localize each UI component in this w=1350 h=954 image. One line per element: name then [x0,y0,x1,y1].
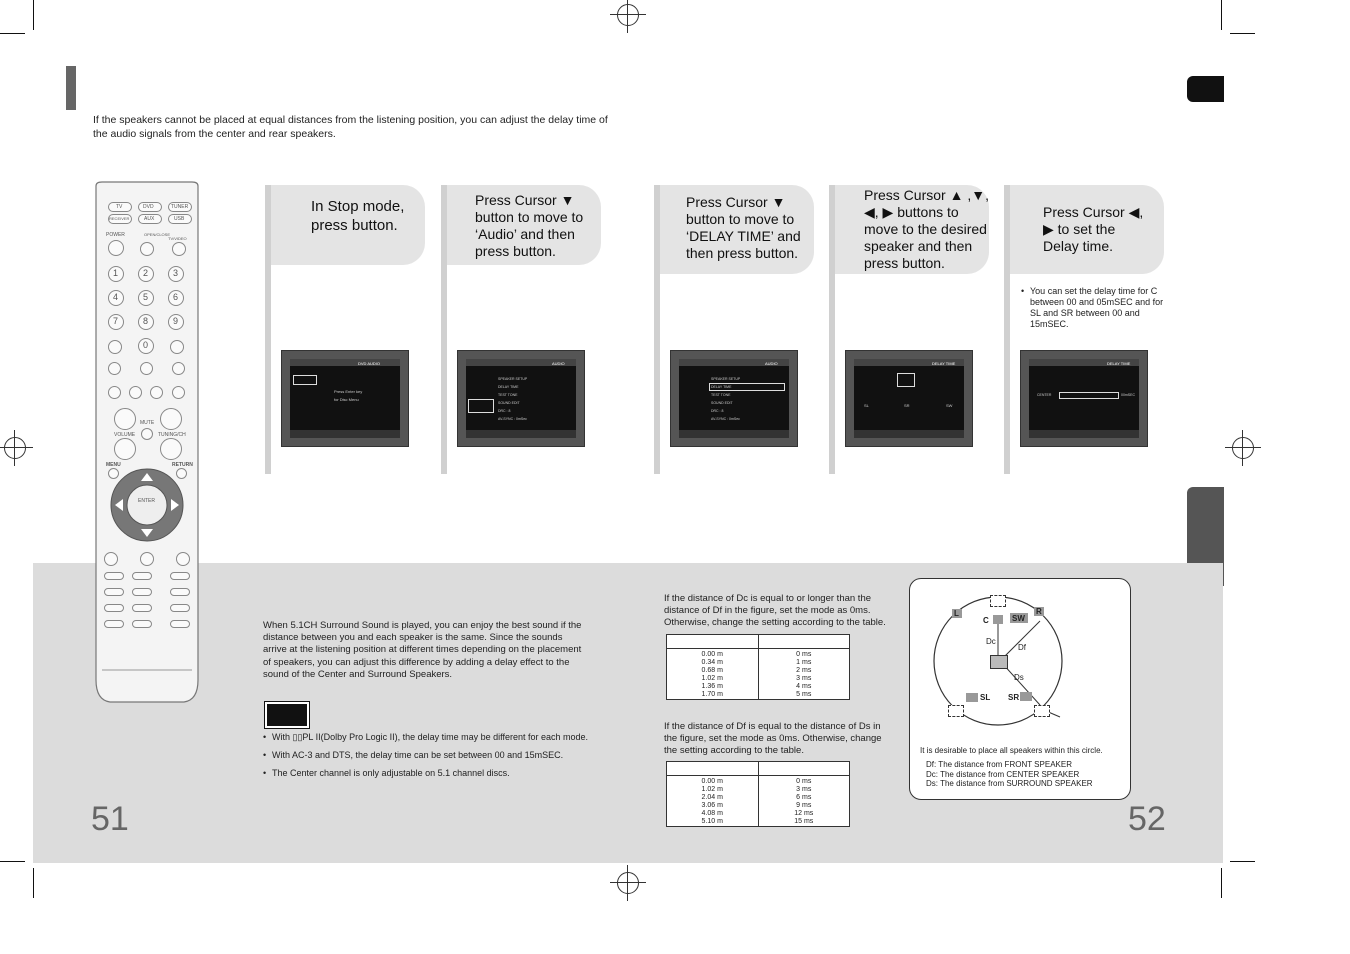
step-3-text: Press Cursor ▼ button to move to ‘DELAY TIME’ and then press button. [686,194,801,261]
screen-highlight [468,399,494,413]
legend-df: Df: The distance from FRONT SPEAKER [926,760,1072,769]
step-5-text: Press Cursor ◀, ▶ to set the Delay time. [1043,204,1144,254]
chapter-tab [1187,76,1224,102]
remote-small-button [132,604,152,612]
tuner-label: TUNER [171,204,189,210]
screen-header: DVD AUDIO [358,361,381,366]
open-close-label: OPEN/CLOSE [144,232,171,237]
tv-label: TV [116,204,123,210]
volume-label: VOLUME [114,432,136,438]
step-5-column [1004,185,1010,474]
sound-icon [176,552,190,566]
screen-label: CENTER [1037,393,1052,397]
cancel-icon [170,340,184,354]
tuning-down-icon [160,438,182,460]
screen-highlight [709,383,785,391]
ds-distance-column: 0.00 m 1.02 m 2.04 m 3.06 m 4.08 m 5.10 m [667,776,759,826]
center-speaker-label: C [983,616,989,625]
diagram-caption: It is desirable to place all speakers within this circle. [920,746,1103,755]
num-6-label: 6 [173,292,179,302]
sl-speaker-icon [966,693,978,702]
screen-menu-list: SPEAKER SETUP DELAY TIME TEST TONE SOUND EDIT DRC : 8 AV-SYNC : 0mSec [711,377,741,421]
body-text: When 5.1CH Surround Sound is played, you can enjoy the best sound if the distance between you and each speaker is the same. Since the sounds arrive at the listening position at different times depending on the placement of speakers, you can adjust this difference by adding a delay effect to the sound of the Center and Surround Speakers. [263,620,582,680]
legend-dc: Dc: The distance from CENTER SPEAKER [926,769,1080,779]
num-5-label: 5 [143,292,149,302]
screen-audio [457,350,585,447]
registration-mark [617,872,639,894]
remote-small-button [104,620,124,628]
next-icon [172,386,185,399]
dc-delay-column: 0 ms 1 ms 2 ms 3 ms 4 ms 5 ms [796,651,812,698]
usb-label: USB [174,216,185,222]
ds-delay-column: 0 ms 3 ms 6 ms 9 ms 12 ms 15 ms [794,778,814,825]
dc-text: If the distance of Dc is equal to or longer than the distance of Df in the figure, set the mode as 0ms. Otherwise, change the setting according to the table. [664,593,886,628]
stop2-icon [129,386,142,399]
sr-speaker-icon [1020,692,1032,701]
remote-small-button [104,604,124,612]
screen-highlight [293,375,317,385]
sr-position-box [1034,705,1050,717]
volume-down-icon [114,438,136,460]
remote-small-button [132,572,152,580]
registration-mark [617,4,639,26]
legend-ds: Ds: The distance from SURROUND SPEAKER [926,779,1093,789]
tv-video-icon [172,242,186,256]
sl-speaker-label: SL [980,693,991,702]
speaker-diagram [909,578,1131,800]
ds-table [666,761,850,827]
left-speaker-label: L [954,609,959,618]
prev-icon [108,386,121,399]
stop-icon [140,362,153,375]
num-4-label: 4 [113,292,119,302]
remote-control [92,180,202,705]
diagram-legend [926,760,1126,789]
registration-mark [4,437,26,459]
tuning-label: TUNING/CH [158,432,186,438]
dc-distance-column: 0.00 m 0.34 m 0.68 m 1.02 m 1.36 m 1.70 m [667,649,759,699]
screen-label: SR [904,403,910,408]
screen-header: DELAY TIME [1107,361,1131,366]
registration-mark [1232,437,1254,459]
screen-delay-speaker [845,350,973,447]
screen-delay-center [1020,350,1148,447]
screen-label: 00mSEC [1121,393,1136,397]
step-1-column [265,185,271,474]
ds-text: If the distance of Df is equal to the distance of Ds in the figure, set the mode as 0ms. Otherwise, change the setting according to the table. [664,721,882,756]
crop-mark [33,868,34,898]
note-3: • The Center channel is only adjustable on 5.1 channel discs. [272,767,612,779]
step-4-column [829,185,835,474]
screen-header: AUDIO [552,361,565,366]
step-1-text: In Stop mode, press button. [311,198,405,234]
rewind-icon [108,362,121,375]
note-1: • With ▯▯PL II(Dolby Pro Logic II), the delay time may be different for each mode. [272,731,612,743]
remote-small-button [170,572,190,580]
remote-small-button [132,588,152,596]
forward-icon [172,362,185,375]
page-number-right: 52 [1128,800,1166,838]
dc-label: Dc [986,637,996,646]
step-2-column [441,185,447,474]
subwoofer-label: SW [1012,614,1025,623]
play-pause-icon [150,386,163,399]
crop-mark [33,0,34,30]
enter-label: ENTER [138,498,155,504]
dvd-label: DVD [143,204,154,210]
return-icon [176,468,187,479]
screen-delay-menu [670,350,798,447]
screen-menu-list: SPEAKER SETUP DELAY TIME TEST TONE SOUND EDIT DRC : 8 AV-SYNC : 0mSec [498,377,528,421]
num-1-label: 1 [113,268,119,278]
title-accent-bar [66,66,76,110]
remote-small-button [132,620,152,628]
df-label: Df [1018,643,1026,652]
power-label: POWER [106,232,125,238]
num-2-label: 2 [143,268,149,278]
mute-label: MUTE [140,420,155,426]
crop-mark [1230,33,1255,34]
num-7-label: 7 [113,316,119,326]
sl-position-box [948,705,964,717]
step-3-column [654,185,660,474]
screen-header: DELAY TIME [932,361,956,366]
receiver-label: RECEIVER [109,216,130,221]
mute-icon [141,428,153,440]
return-label: RETURN [172,462,193,468]
tv-video-label: TV/VIDEO [168,236,187,241]
open-close-icon [140,242,154,256]
num-9-label: 9 [173,316,179,326]
menu-icon [108,468,119,479]
remote-small-button [104,572,124,580]
screen-label: SL [864,403,869,408]
listener-icon [990,655,1008,669]
info-icon [104,552,118,566]
crop-mark [1221,868,1222,898]
note-2: • With AC-3 and DTS, the delay time can be set between 00 and 15mSEC. [272,749,612,761]
crop-mark [1221,0,1222,30]
step-5-note: • You can set the delay time for C between 00 and 05mSEC and for SL and SR between 00 and 15mSEC. [1030,286,1170,330]
remote-small-button [104,588,124,596]
aux-label: AUX [144,216,155,222]
center-speaker-icon [993,615,1003,624]
ds-label: Ds [1014,673,1024,682]
remote-small-button [170,588,190,596]
note-badge [265,702,309,728]
num-8-label: 8 [143,316,149,326]
menu-label: MENU [106,462,121,468]
remain-icon [108,340,122,354]
screen-line: Press Enter key [334,389,363,394]
crop-mark [0,861,25,862]
crop-mark [0,33,25,34]
crop-mark [1230,861,1255,862]
screen-highlight [897,373,915,387]
volume-up-icon [114,408,136,430]
remote-small-button [170,604,190,612]
num-0-label: 0 [143,340,149,350]
intro-text: If the speakers cannot be placed at equal distances from the listening position, you can adjust the delay time of the audio signals from the center and rear speakers. [93,114,608,140]
remote-small-button [170,620,190,628]
mode-icon [140,552,154,566]
screen-header: AUDIO [765,361,778,366]
tuning-up-icon [160,408,182,430]
sr-speaker-label: SR [1008,693,1020,702]
screen-slider [1059,392,1119,399]
power-icon [108,240,124,256]
step-2-text: Press Cursor ▼ button to move to ‘Audio’ and then press button. [475,192,584,259]
num-3-label: 3 [173,268,179,278]
step-4-text: Press Cursor ▲ ,▼, ◀, ▶ buttons to move to the desired speaker and then press button. [864,187,989,271]
screen-label: SW [946,403,953,408]
page-number-left: 51 [91,800,129,838]
dc-table [666,634,850,700]
screen-line: for Disc Menu [334,397,359,402]
right-speaker-label: R [1036,607,1042,616]
screen-disc-menu [281,350,409,447]
center-speaker-position-box [990,595,1006,607]
